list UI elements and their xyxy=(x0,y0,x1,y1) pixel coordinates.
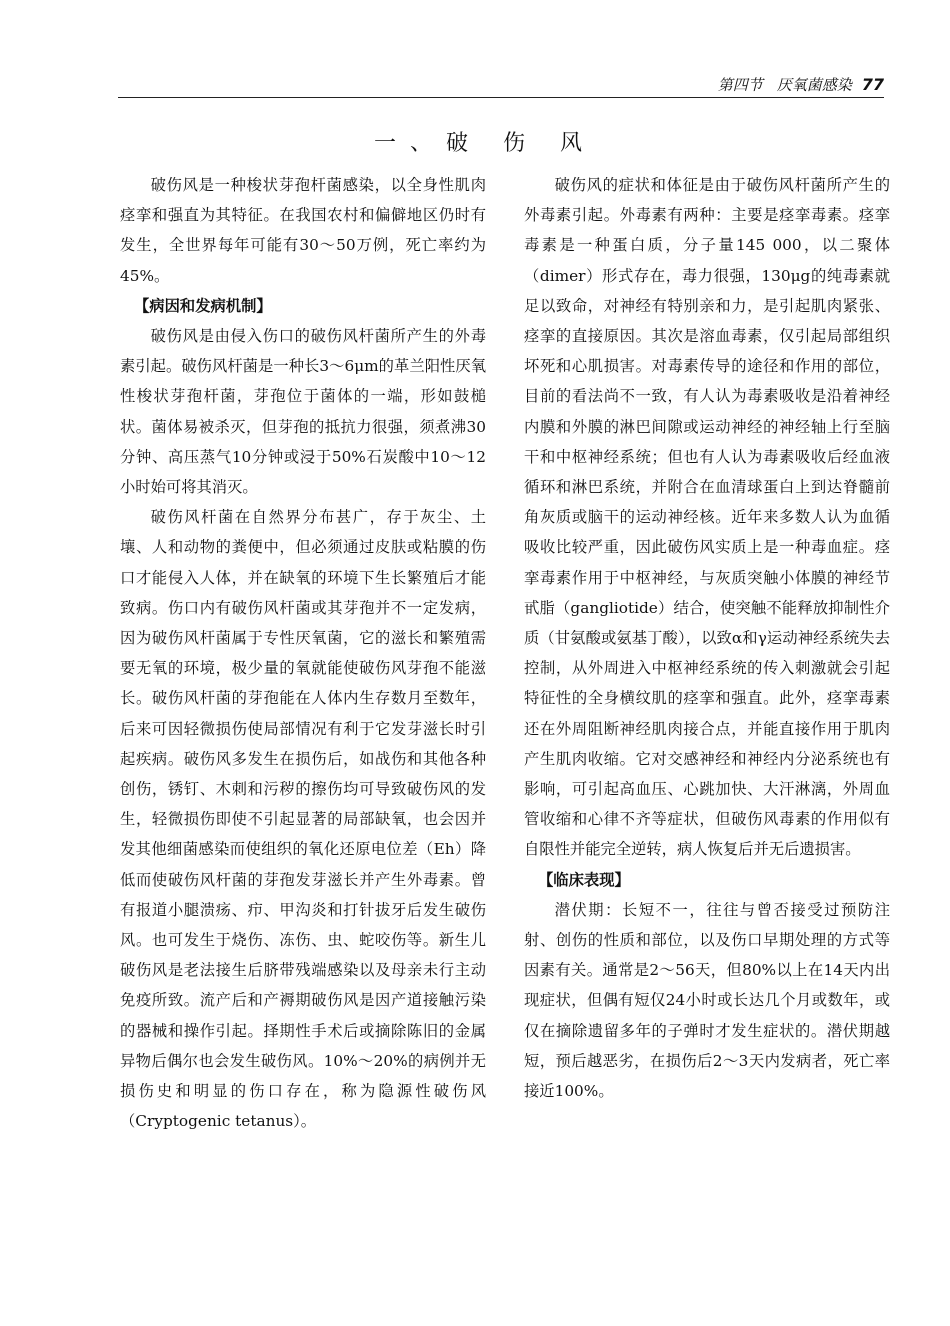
header-rule xyxy=(118,97,884,98)
section-title: 一、破 伤 风 xyxy=(374,131,596,156)
etiology-paragraph-2: 破伤风杆菌在自然界分布甚广，存于灰尘、土壤、人和动物的粪便中，但必须通过皮肤或粘膜的伤口才能侵入人体，并在缺氧的环境下生长繁殖后才能致病。伤口内有破伤风杆菌或其芽孢并不一定发病，因为破伤风杆菌属于专性厌氧菌，它的滋长和繁殖需要无氧的环境，极少量的氧就能使破伤风芽孢不能滋长。破伤风杆菌的芽孢能在人体内生存数月至数年，后来可因轻微损伤使局部情况有利于它发芽滋长时引起疾病。破伤风多发生在损伤后，如战伤和其他各种创伤，锈钉、木刺和污秽的擦伤均可导致破伤风的发生，轻微损伤即使不引起显著的局部缺氧，也会因并发其他细菌感染而使组织的氧化还原电位差（Eh）降低而使破伤风杆菌的芽孢发芽滋长并产生外毒素。曾有报道小腿溃疡、疖、甲沟炎和打针拔牙后发生破伤风。也可发生于烧伤、冻伤、虫、蛇咬伤等。新生儿破伤风是老法接生后脐带残端感染以及母亲未行主动免疫所致。流产后和产褥期破伤风是因产道接触污染的器械和操作引起。择期性手术后或摘除陈旧的金属异物后偶尔也会发生破伤风。10%～20%的病例并无损伤史和明显的伤口存在，称为隐源性破伤风（Cryptogenic tetanus）。 xyxy=(120,508,486,1131)
pathogenesis-paragraph: 破伤风的症状和体征是由于破伤风杆菌所产生的外毒素引起。外毒素有两种：主要是痉挛毒素。痉挛毒素是一种蛋白质，分子量145 000，以二聚体（dimer）形式存在，毒力很强，130μg的纯毒素就足以致命，对神经有特别亲和力，是引起肌肉紧张、痉挛的直接原因。其次是溶血毒素，仅引起局部组织坏死和心肌损害。对毒素传导的途径和作用的部位，目前的看法尚不一致，有人认为毒素吸收是沿着神经内膜和外膜的淋巴间隙或运动神经的神经轴上行至脑干和中枢神经系统；但也有人认为毒素吸收后经血液循环和淋巴系统，并附合在血清球蛋白上到达脊髓前角灰质或脑干的运动神经核。近年来多数人认为血循吸收比较严重，因此破伤风实质上是一种毒血症。痉挛毒素作用于中枢神经，与灰质突触小体膜的神经节甙脂（gangliotide）结合，使突触不能释放抑制性介质（甘氨酸或氨基丁酸），以致α和γ运动神经系统失去控制，从外周进入中枢神经系统的传入刺激就会引起特征性的全身横纹肌的痉挛和强直。此外，痉挛毒素还在外周阻断神经肌肉接合点，并能直接作用于肌肉产生肌肉收缩。它对交感神经和神经内分泌系统也有影响，可引起高血压、心跳加快、大汗淋漓，外周血管收缩和心律不齐等症状，但破伤风毒素的作用似有自限性并能完全逆转，病人恢复后并无后遗损害。 xyxy=(524,176,890,859)
intro-paragraph: 破伤风是一种梭状芽孢杆菌感染，以全身性肌肉痉挛和强直为其特征。在我国农村和偏僻地区仍时有发生，全世界每年可能有30～50万例，死亡率约为45%。 xyxy=(120,176,486,285)
right-column xyxy=(524,170,890,1106)
incubation-paragraph: 潜伏期：长短不一，往往与曾否接受过预防注射、创伤的性质和部位，以及伤口早期处理的方式等因素有关。通常是2～56天，但80%以上在14天内出现症状，但偶有短仅24小时或长达几个月或数年，或仅在摘除遗留多年的子弹时才发生症状的。潜伏期越短，预后越恶劣，在损伤后2～3天内发病者，死亡率接近100%。 xyxy=(524,900,890,1101)
heading-clinical: 【临床表现】 xyxy=(538,870,630,889)
header-chapter: 厌氧菌感染 xyxy=(776,76,852,94)
heading-etiology: 【病因和发病机制】 xyxy=(134,296,272,315)
header-section: 第四节 xyxy=(717,76,763,94)
page-number: 77 xyxy=(861,75,884,94)
left-column xyxy=(120,170,486,1137)
etiology-paragraph-1: 破伤风是由侵入伤口的破伤风杆菌所产生的外毒素引起。破伤风杆菌是一种长3～6μm的革兰阳性厌氧性梭状芽孢杆菌，芽孢位于菌体的一端，形如鼓槌状。菌体易被杀灭，但芽孢的抵抗力很强，须煮沸30分钟、高压蒸气10分钟或浸于50%石炭酸中10～12小时始可将其消灭。 xyxy=(120,327,486,497)
running-header xyxy=(718,74,884,95)
